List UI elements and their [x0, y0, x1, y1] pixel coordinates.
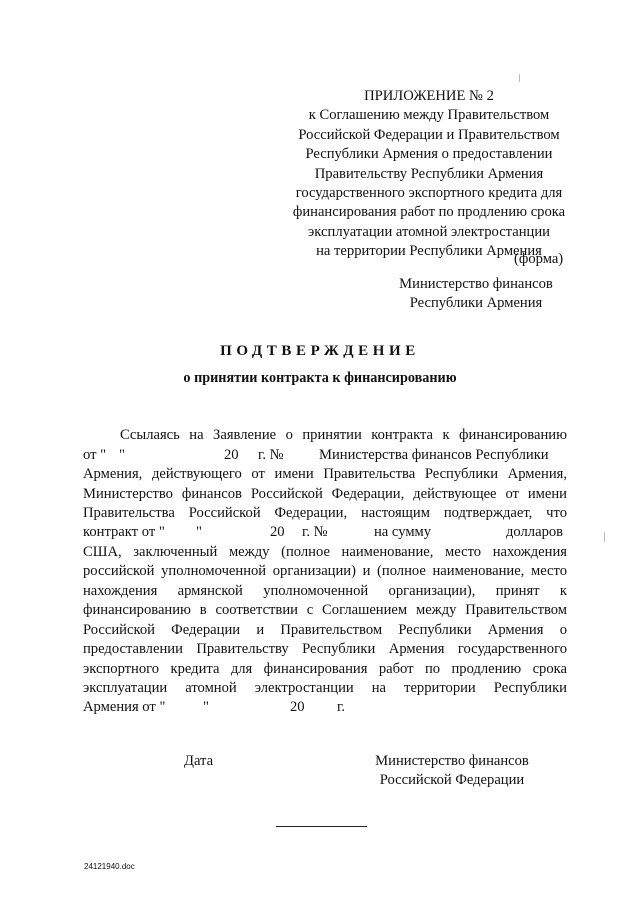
- year-prefix: 20: [290, 699, 305, 715]
- body-line: российской уполномоченной организации) и (полное наименование, место: [83, 563, 567, 579]
- appendix-heading: ПРИЛОЖЕНИЕ № 2: [364, 88, 494, 104]
- appendix-line: на территории Республики Армения: [316, 243, 542, 260]
- year-prefix: 20: [224, 447, 239, 463]
- blank-open-quote: от ": [83, 447, 107, 463]
- signature-org: [364, 752, 540, 791]
- number-label: г. №: [302, 524, 328, 540]
- appendix-line: государственного экспортного кредита для: [295, 184, 563, 201]
- appendix-line: Правительству Республики Армения: [314, 165, 544, 182]
- scan-mark: [519, 74, 520, 82]
- document-subtitle: о принятии контракта к финансированию: [183, 370, 457, 386]
- body-line: финансированию в соответствии с Соглашением между Правительством: [83, 602, 567, 618]
- body-line: Российской Федерации и Правительством Республики Армения о: [83, 622, 567, 638]
- year-suffix: г.: [337, 699, 345, 715]
- signature-org-line: Министерство финансов: [375, 753, 529, 769]
- body-line: [83, 698, 567, 717]
- appendix-line: к Соглашению между Правительством: [308, 107, 550, 124]
- form-note: (форма): [514, 251, 564, 267]
- document-title: ПОДТВЕРЖДЕНИЕ: [220, 343, 420, 359]
- contract-from: контракт от ": [83, 524, 165, 540]
- body-line: Правительства Российской Федерации, настоящим подтверждает, что: [83, 505, 567, 521]
- body-line: эксплуатации атомной электростанции на территории Республики: [83, 680, 567, 696]
- body-line: [83, 523, 567, 542]
- scan-mark: [604, 532, 605, 542]
- blank-close-quote: ": [119, 447, 125, 463]
- date-label: Дата: [184, 753, 214, 769]
- appendix-line: финансирования работ по продлению срока: [292, 204, 566, 221]
- armenia-from: Армения от ": [83, 699, 166, 715]
- body-line: Ссылаясь на Заявление о принятии контракта к финансированию: [120, 427, 567, 443]
- body-line: нахождения армянской уполномоченной организации), принят к: [83, 583, 567, 599]
- body-line: экспортного кредита для финансирования работ по продлению срока: [83, 661, 567, 677]
- signature-org-line: Российской Федерации: [379, 772, 525, 789]
- appendix-line: эксплуатации атомной электростанции: [308, 223, 550, 240]
- blank-close-quote: ": [203, 699, 209, 715]
- currency-label: долларов: [506, 524, 564, 540]
- blank-close-quote: ": [196, 524, 202, 540]
- addressee: [388, 275, 564, 314]
- sum-label: на сумму: [374, 524, 432, 540]
- addressee-line: Министерство финансов: [399, 276, 553, 292]
- appendix-line: Республики Армения о предоставлении: [305, 146, 553, 163]
- body-line: США, заключенный между (полное наименование, место нахождения: [83, 544, 567, 560]
- closing-rule: [276, 826, 367, 827]
- appendix-header: [283, 87, 575, 262]
- appendix-line: Российской Федерации и Правительством: [298, 126, 560, 143]
- body-text-segment: Министерства финансов Республики: [319, 447, 549, 463]
- body-line: предоставлении Правительству Республики Армения государственного: [83, 641, 567, 657]
- addressee-line: Республики Армения: [409, 295, 543, 312]
- body-line: Министерство финансов Российской Федерации, действующее от имени: [83, 486, 567, 502]
- body-line: [83, 446, 567, 465]
- year-prefix: 20: [270, 524, 285, 540]
- body-line: Армения, действующего от имени Правительства Республики Армения,: [83, 466, 567, 482]
- file-name-footer: 24121940.doc: [84, 862, 135, 871]
- number-label: г. №: [258, 447, 284, 463]
